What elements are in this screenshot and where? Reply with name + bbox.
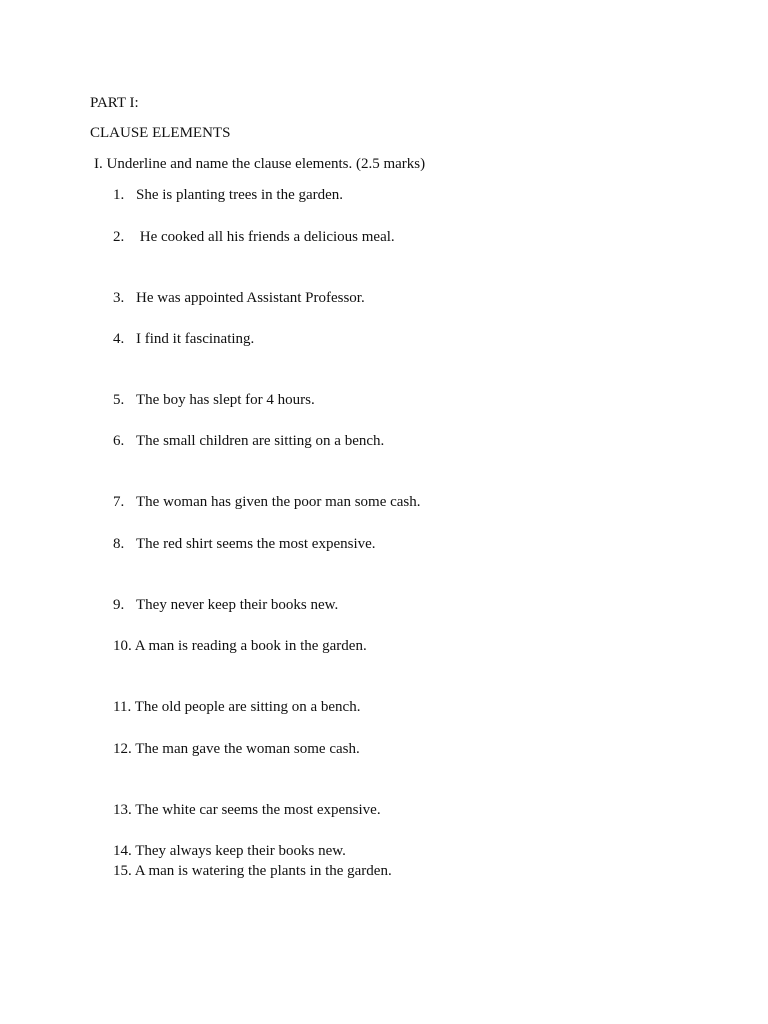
- list-item: [113, 740, 360, 758]
- item-number: 15.: [113, 863, 132, 879]
- item-number: 8.: [113, 536, 125, 552]
- item-number: 3.: [113, 290, 125, 306]
- list-item: [113, 432, 384, 450]
- item-number: 11.: [113, 699, 132, 715]
- list-item: [113, 596, 338, 614]
- item-number: 10.: [113, 638, 132, 654]
- list-item: [113, 228, 395, 246]
- item-text: The red shirt seems the most expensive.: [136, 536, 376, 552]
- instruction-text: I. Underline and name the clause elements. (2.5 marks): [94, 156, 426, 172]
- item-text: He cooked all his friends a delicious meal.: [136, 229, 395, 245]
- item-text: A man is reading a book in the garden.: [134, 638, 367, 654]
- item-text: The woman has given the poor man some cash.: [136, 494, 421, 510]
- item-text: He was appointed Assistant Professor.: [136, 290, 365, 306]
- item-number: 7.: [113, 494, 125, 510]
- item-text: The man gave the woman some cash.: [135, 741, 360, 757]
- list-item: [113, 842, 346, 860]
- item-text: The small children are sitting on a bench.: [136, 433, 385, 449]
- list-item: [113, 801, 381, 819]
- item-number: 9.: [113, 597, 125, 613]
- item-number: 6.: [113, 433, 125, 449]
- item-text: The white car seems the most expensive.: [135, 802, 381, 818]
- list-item: [113, 330, 254, 348]
- item-text: A man is watering the plants in the garden.: [134, 863, 392, 879]
- list-item: [113, 289, 365, 307]
- item-text: The old people are sitting on a bench.: [134, 699, 361, 715]
- item-number: 5.: [113, 392, 125, 408]
- item-number: 13.: [113, 802, 132, 818]
- list-item: [113, 535, 376, 553]
- item-number: 14.: [113, 843, 132, 859]
- section-heading: CLAUSE ELEMENTS: [90, 125, 231, 141]
- list-item: [113, 186, 343, 204]
- part-heading: PART I:: [90, 95, 139, 111]
- list-item: [113, 391, 315, 409]
- list-item: [113, 698, 360, 716]
- item-text: They always keep their books new.: [135, 843, 346, 859]
- item-number: 1.: [113, 187, 125, 203]
- list-item: [113, 862, 392, 880]
- item-number: 12.: [113, 741, 132, 757]
- item-number: 4.: [113, 331, 125, 347]
- item-number: 2.: [113, 229, 125, 245]
- item-text: She is planting trees in the garden.: [136, 187, 344, 203]
- list-item: [113, 493, 421, 511]
- item-text: I find it fascinating.: [136, 331, 255, 347]
- item-text: They never keep their books new.: [136, 597, 339, 613]
- item-text: The boy has slept for 4 hours.: [136, 392, 315, 408]
- list-item: [113, 637, 367, 655]
